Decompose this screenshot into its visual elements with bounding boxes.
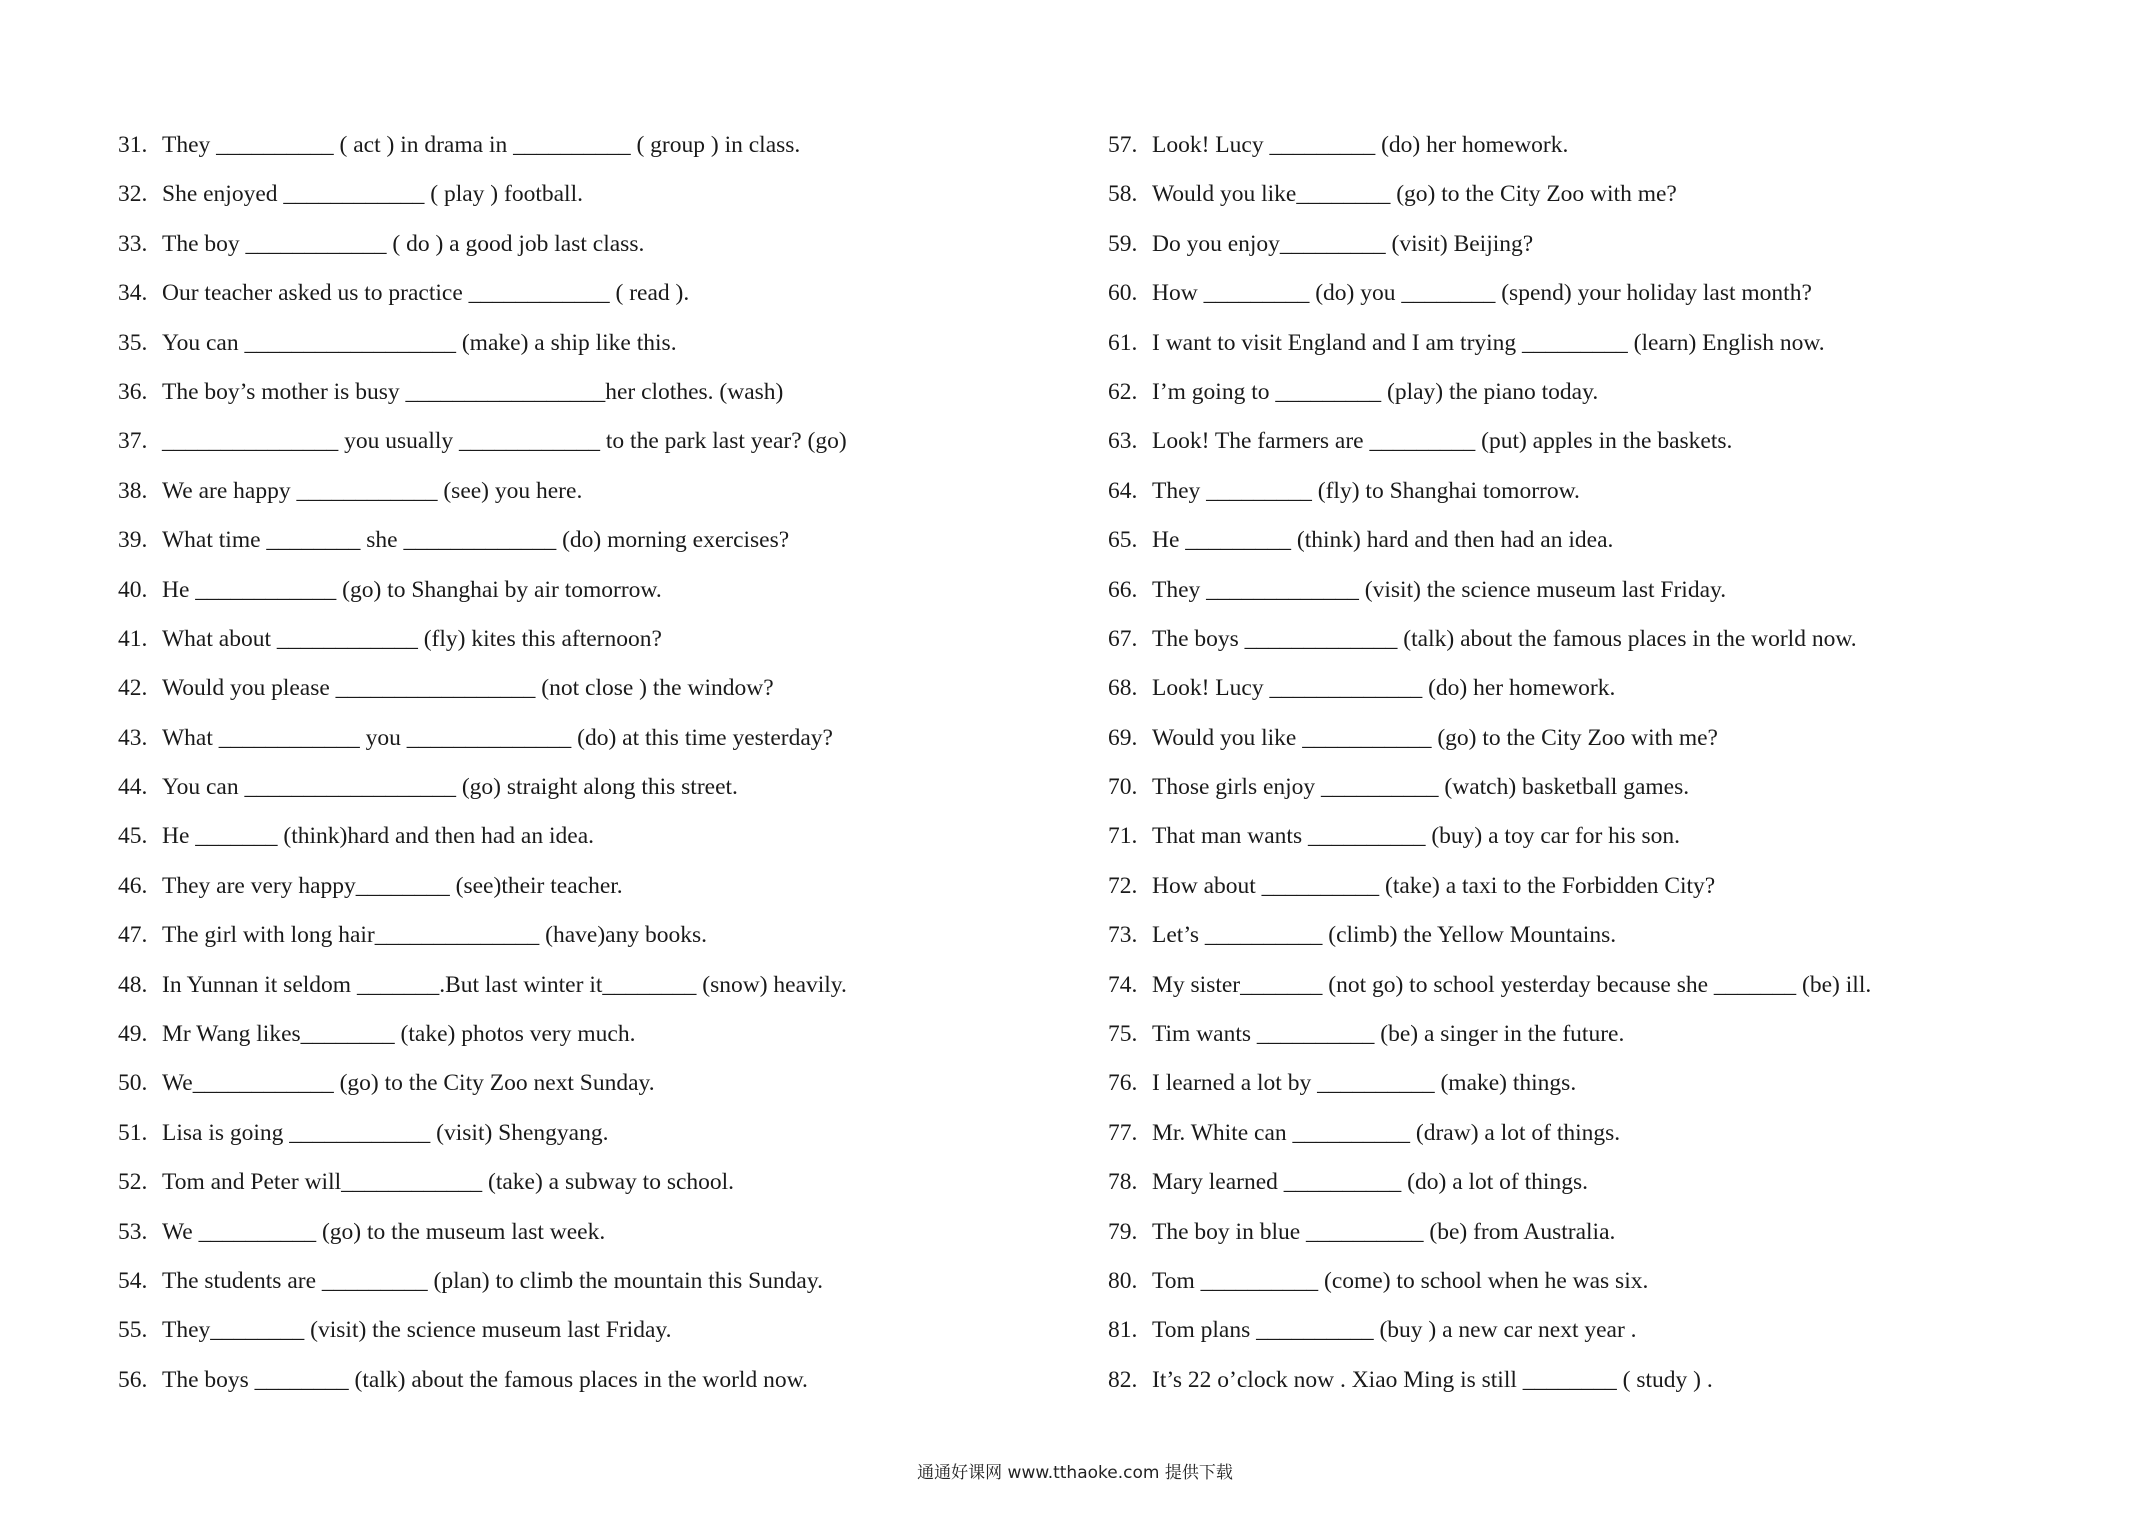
exercise-number: 42.	[118, 675, 148, 702]
exercise-number: 76.	[1108, 1070, 1138, 1097]
exercise-text: The boy in blue __________ (be) from Australia.	[1152, 1218, 1616, 1245]
exercise-item	[1108, 224, 2098, 273]
exercise-text: He ____________ (go) to Shanghai by air tomorrow.	[162, 576, 662, 603]
exercise-item	[1108, 1063, 2098, 1112]
exercise-text: Would you like________ (go) to the City Zoo with me?	[1152, 181, 1677, 208]
exercise-text: Lisa is going ____________ (visit) Shengyang.	[162, 1119, 609, 1146]
exercise-number: 63.	[1108, 428, 1138, 455]
exercise-item	[1108, 421, 2098, 470]
exercise-text: Do you enjoy_________ (visit) Beijing?	[1152, 230, 1534, 257]
exercise-text: They _________ (fly) to Shanghai tomorrow.	[1152, 477, 1580, 504]
exercise-number: 31.	[118, 132, 148, 158]
exercise-number: 64.	[1108, 477, 1138, 504]
exercise-text: The girl with long hair______________ (have)any books.	[162, 922, 707, 949]
exercise-number: 75.	[1108, 1021, 1138, 1048]
exercise-text: Mr. White can __________ (draw) a lot of things.	[1152, 1119, 1621, 1146]
exercise-text: We____________ (go) to the City Zoo next Sunday.	[162, 1070, 655, 1097]
exercise-number: 77.	[1108, 1119, 1138, 1146]
exercise-item	[118, 174, 1108, 223]
exercise-number: 69.	[1108, 724, 1138, 751]
exercise-item	[1108, 1310, 2098, 1359]
exercise-item	[118, 421, 1108, 470]
exercise-text: Mr Wang likes________ (take) photos very much.	[162, 1021, 636, 1048]
exercise-item	[1108, 125, 2098, 174]
exercise-number: 49.	[118, 1021, 148, 1048]
exercise-number: 50.	[118, 1070, 148, 1097]
exercise-text: You can __________________ (make) a ship like this.	[162, 329, 677, 356]
exercise-number: 62.	[1108, 378, 1138, 405]
exercise-item	[1108, 570, 2098, 619]
exercise-text: In Yunnan it seldom _______.But last winter it________ (snow) heavily.	[162, 971, 847, 998]
exercise-text: Those girls enjoy __________ (watch) basketball games.	[1152, 774, 1690, 801]
exercise-text: Tim wants __________ (be) a singer in the future.	[1152, 1021, 1625, 1048]
exercise-text: She enjoyed ____________ ( play ) football.	[162, 181, 583, 208]
exercise-item	[118, 1162, 1108, 1211]
exercise-number: 66.	[1108, 576, 1138, 603]
exercise-number: 46.	[118, 872, 148, 899]
exercise-text: We are happy ____________ (see) you here.	[162, 477, 583, 504]
exercise-number: 53.	[118, 1218, 148, 1245]
exercise-number: 71.	[1108, 823, 1138, 850]
exercise-item	[1108, 520, 2098, 569]
exercise-text: He _________ (think) hard and then had an idea.	[1152, 527, 1614, 554]
exercise-item	[1108, 1261, 2098, 1310]
exercise-item	[118, 1310, 1108, 1359]
exercise-item	[118, 273, 1108, 322]
exercise-item	[1108, 767, 2098, 816]
exercise-text: I’m going to _________ (play) the piano today.	[1152, 378, 1599, 405]
exercise-text: Tom plans __________ (buy ) a new car next year .	[1152, 1317, 1637, 1344]
exercise-number: 70.	[1108, 774, 1138, 801]
exercise-item	[1108, 816, 2098, 865]
exercise-number: 47.	[118, 922, 148, 949]
exercise-number: 45.	[118, 823, 148, 850]
exercise-text: Look! Lucy _________ (do) her homework.	[1152, 132, 1569, 158]
exercise-number: 80.	[1108, 1267, 1138, 1294]
exercise-text: Our teacher asked us to practice ____________ ( read ).	[162, 280, 690, 307]
exercise-text: They _____________ (visit) the science museum last Friday.	[1152, 576, 1727, 603]
exercise-text: The boy’s mother is busy _________________her clothes. (wash)	[162, 378, 784, 405]
exercise-number: 41.	[118, 625, 148, 652]
exercise-item	[118, 767, 1108, 816]
exercise-text: What ____________ you ______________ (do) at this time yesterday?	[162, 724, 833, 751]
exercise-item	[1108, 915, 2098, 964]
exercise-item	[118, 1360, 1108, 1409]
exercise-number: 82.	[1108, 1366, 1138, 1393]
exercise-number: 51.	[118, 1119, 148, 1146]
exercise-number: 55.	[118, 1317, 148, 1344]
exercise-text: The students are _________ (plan) to climb the mountain this Sunday.	[162, 1267, 823, 1294]
exercise-text: The boys ________ (talk) about the famous places in the world now.	[162, 1366, 808, 1393]
exercise-text: What time ________ she _____________ (do) morning exercises?	[162, 527, 790, 554]
exercise-text: Tom and Peter will____________ (take) a subway to school.	[162, 1169, 735, 1196]
exercise-text: You can __________________ (go) straight along this street.	[162, 774, 738, 801]
exercise-number: 73.	[1108, 922, 1138, 949]
exercise-number: 35.	[118, 329, 148, 356]
exercise-text: Tom __________ (come) to school when he was six.	[1152, 1267, 1649, 1294]
exercise-item	[1108, 372, 2098, 421]
exercise-number: 58.	[1108, 181, 1138, 208]
exercise-text: _______________ you usually ____________ to the park last year? (go)	[162, 428, 847, 455]
exercise-item	[118, 915, 1108, 964]
exercise-item	[118, 816, 1108, 865]
exercise-text: They________ (visit) the science museum last Friday.	[162, 1317, 672, 1344]
exercise-text: How about __________ (take) a taxi to the Forbidden City?	[1152, 872, 1716, 899]
exercise-number: 43.	[118, 724, 148, 751]
exercise-text: I learned a lot by __________ (make) things.	[1152, 1070, 1577, 1097]
exercise-number: 54.	[118, 1267, 148, 1294]
exercise-item	[1108, 619, 2098, 668]
exercise-item	[118, 224, 1108, 273]
exercise-text: I want to visit England and I am trying _________ (learn) English now.	[1152, 329, 1825, 356]
exercise-number: 79.	[1108, 1218, 1138, 1245]
exercise-number: 48.	[118, 971, 148, 998]
exercise-number: 68.	[1108, 675, 1138, 702]
exercise-text: Look! The farmers are _________ (put) apples in the baskets.	[1152, 428, 1733, 455]
exercise-text: My sister_______ (not go) to school yesterday because she _______ (be) ill.	[1152, 971, 1872, 998]
exercise-number: 52.	[118, 1169, 148, 1196]
exercise-text: That man wants __________ (buy) a toy car for his son.	[1152, 823, 1680, 850]
exercise-text: Would you like ___________ (go) to the City Zoo with me?	[1152, 724, 1718, 751]
exercise-text: Mary learned __________ (do) a lot of things.	[1152, 1169, 1588, 1196]
exercise-item	[1108, 1014, 2098, 1063]
exercise-number: 59.	[1108, 230, 1138, 257]
exercise-item	[1108, 471, 2098, 520]
exercise-item	[118, 718, 1108, 767]
exercise-text: He _______ (think)hard and then had an idea.	[162, 823, 595, 850]
exercise-item	[1108, 1212, 2098, 1261]
exercise-item	[1108, 965, 2098, 1014]
exercise-item	[1108, 174, 2098, 223]
exercise-item	[1108, 1162, 2098, 1211]
exercise-number: 74.	[1108, 971, 1138, 998]
exercise-number: 56.	[118, 1366, 148, 1393]
exercise-text: It’s 22 o’clock now . Xiao Ming is still ________ ( study ) .	[1152, 1366, 1713, 1393]
exercise-item	[118, 323, 1108, 372]
exercise-item	[1108, 668, 2098, 717]
exercise-text: How _________ (do) you ________ (spend) your holiday last month?	[1152, 280, 1812, 307]
exercise-text: What about ____________ (fly) kites this afternoon?	[162, 625, 662, 652]
exercise-item	[118, 1113, 1108, 1162]
exercise-number: 72.	[1108, 872, 1138, 899]
left-column	[118, 125, 1108, 1409]
exercise-number: 61.	[1108, 329, 1138, 356]
right-column	[1108, 125, 2098, 1409]
exercise-text: Let’s __________ (climb) the Yellow Mountains.	[1152, 922, 1617, 949]
exercise-number: 44.	[118, 774, 148, 801]
exercise-item	[118, 520, 1108, 569]
exercise-text: Look! Lucy _____________ (do) her homework.	[1152, 675, 1616, 702]
exercise-number: 39.	[118, 527, 148, 554]
exercise-number: 57.	[1108, 132, 1138, 158]
exercise-item	[118, 1014, 1108, 1063]
exercise-text: Would you please _________________ (not close ) the window?	[162, 675, 774, 702]
exercise-item	[118, 471, 1108, 520]
exercise-number: 33.	[118, 230, 148, 257]
exercise-text: The boy ____________ ( do ) a good job last class.	[162, 230, 645, 257]
exercise-number: 65.	[1108, 527, 1138, 554]
exercise-number: 78.	[1108, 1169, 1138, 1196]
exercise-number: 34.	[118, 280, 148, 307]
exercise-number: 38.	[118, 477, 148, 504]
exercise-item	[118, 866, 1108, 915]
exercise-item	[1108, 273, 2098, 322]
exercise-number: 36.	[118, 378, 148, 405]
exercise-item	[118, 619, 1108, 668]
exercise-number: 40.	[118, 576, 148, 603]
exercise-item	[118, 1212, 1108, 1261]
exercise-item	[1108, 718, 2098, 767]
exercise-item	[1108, 1360, 2098, 1409]
exercise-item	[1108, 323, 2098, 372]
exercise-item	[118, 965, 1108, 1014]
exercise-item	[1108, 1113, 2098, 1162]
exercise-number: 37.	[118, 428, 148, 455]
exercise-item	[118, 125, 1108, 174]
exercise-item	[118, 372, 1108, 421]
exercise-text: They are very happy________ (see)their teacher.	[162, 872, 623, 899]
footer-credit: 通通好课网 www.tthaoke.com 提供下载	[917, 1463, 1233, 1483]
exercise-item	[1108, 866, 2098, 915]
exercise-number: 32.	[118, 181, 148, 208]
exercise-item	[118, 668, 1108, 717]
exercise-number: 67.	[1108, 625, 1138, 652]
exercise-item	[118, 570, 1108, 619]
exercise-text: We __________ (go) to the museum last week.	[162, 1218, 606, 1245]
exercise-text: They __________ ( act ) in drama in __________ ( group ) in class.	[162, 132, 801, 158]
exercise-text: The boys _____________ (talk) about the famous places in the world now.	[1152, 625, 1857, 652]
exercise-item	[118, 1261, 1108, 1310]
exercise-number: 60.	[1108, 280, 1138, 307]
exercise-number: 81.	[1108, 1317, 1138, 1344]
exercise-item	[118, 1063, 1108, 1112]
